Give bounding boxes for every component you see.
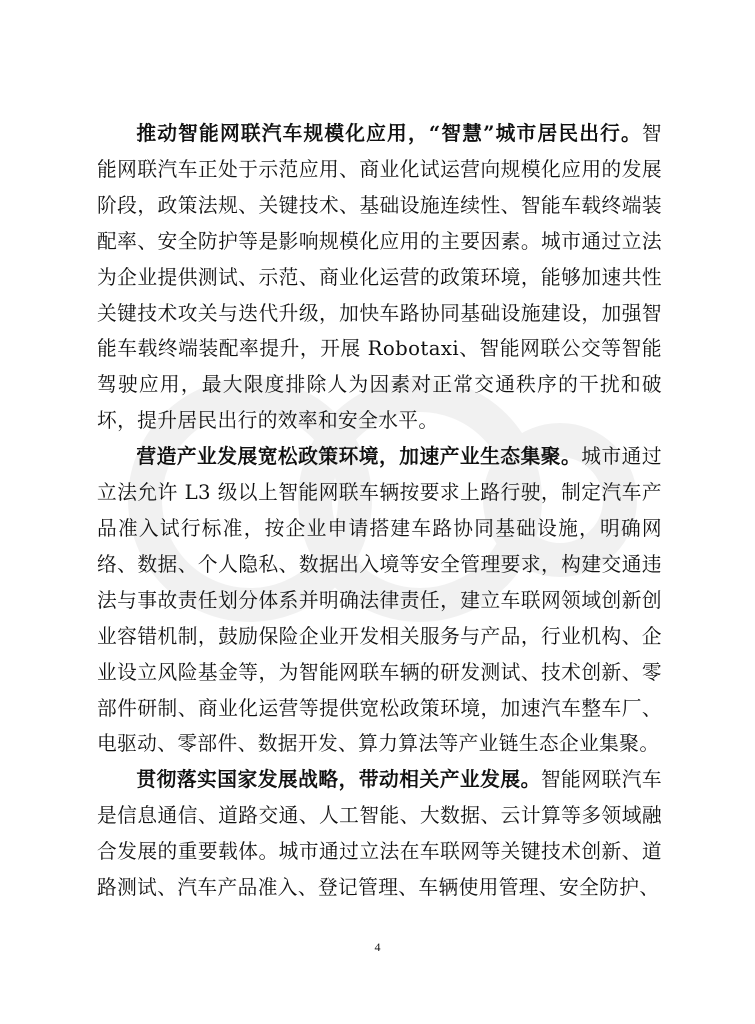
paragraph-1-text: 智能网联汽车正处于示范应用、商业化试运营向规模化应用的发展阶段，政策法规、关键技术、基础设施连续性、智能车载终端装配率、安全防护等是影响规模化应用的主要因素。城市通过立法为企业提供测试、示范、商业化运营的政策环境，能够加速共性关键技术攻关与迭代升级，加快车路协同基础设施建设，加强智能车载终端装配率提升，开展 Robotaxi、智能网联公交等智能驾驶应用，最大限度排除人为因素对正常交通秩序的干扰和破坏，提升居民出行的效率和安全水平。 bbox=[97, 122, 662, 433]
paragraph-3-heading: 贯彻落实国家发展战略，带动相关产业发展。 bbox=[136, 768, 541, 792]
page-number: 4 bbox=[374, 940, 381, 954]
paragraph-3 bbox=[97, 762, 662, 906]
paragraph-2-heading: 营造产业发展宽松政策环境，加速产业生态集聚。 bbox=[136, 445, 582, 469]
paragraph-1-heading: 推动智能网联汽车规模化应用，“智慧”城市居民出行。 bbox=[136, 122, 642, 145]
paragraph-3-text: 智能网联汽车是信息通信、道路交通、人工智能、大数据、云计算等多领域融合发展的重要载体。城市通过立法在车联网等关键技术创新、道路测试、汽车产品准入、登记管理、车辆使用管理、安全防护、 bbox=[97, 768, 663, 900]
paragraph-2 bbox=[97, 439, 662, 762]
document-body bbox=[97, 116, 662, 906]
paragraph-1 bbox=[97, 116, 662, 439]
paragraph-2-text: 城市通过立法允许 L3 级以上智能网联车辆按要求上路行驶，制定汽车产品准入试行标准，按企业申请搭建车路协同基础设施，明确网络、数据、个人隐私、数据出入境等安全管理要求，构建交通违法与事故责任划分体系并明确法律责任，建立车联网领域创新创业容错机制，鼓励保险企业开发相关服务与产品，行业机构、企业设立风险基金等，为智能网联车辆的研发测试、技术创新、零部件研制、商业化运营等提供宽松政策环境，加速汽车整车厂、电驱动、零部件、数据开发、算力算法等产业链生态企业集聚。 bbox=[97, 445, 662, 756]
